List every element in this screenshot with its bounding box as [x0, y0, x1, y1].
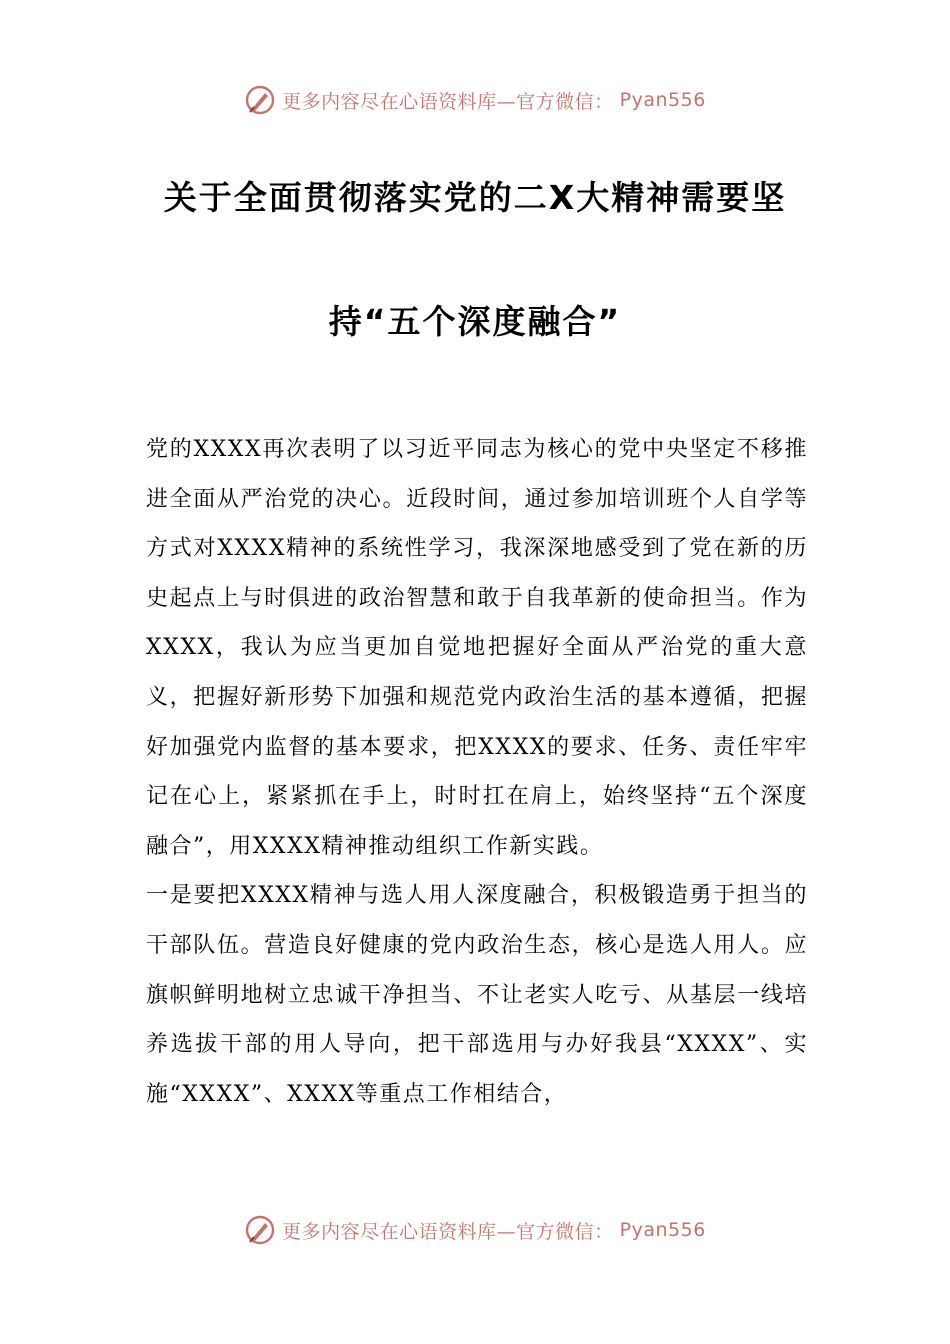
wechat-id: Pyan556	[619, 89, 706, 111]
paragraph: 一是要把XXXX精神与选人用人深度融合，积极锻造勇于担当的干部队伍。营造良好健康的党内政治生态，核心是选人用人。应旗帜鲜明地树立忠诚干净担当、不让老实人吃亏、从基层一线培养选拔干部的用人导向，把干部选用与办好我县“XXXX”、实施“XXXX”、XXXX等重点工作相结合，	[146, 883, 808, 1107]
pen-logo-icon	[244, 1214, 276, 1246]
header-watermark-banner	[0, 78, 950, 122]
paragraph: 党的XXXX再次表明了以习近平同志为核心的党中央坚定不移推进全面从严治党的决心。近段时间，通过参加培训班个人自学等方式对XXXX精神的系统性学习，我深深地感受到了党在新的历史起点上与时俱进的政治智慧和敢于自我革新的使命担当。作为XXXX，我认为应当更加自觉地把握好全面从严治党的重大意义，把握好新形势下加强和规范党内政治生活的基本遵循，把握好加强党内监督的基本要求，把XXXX的要求、任务、责任牢牢记在心上，紧紧抓在手上，时时扛在肩上，始终坚持“五个深度融合”，用XXXX精神推动组织工作新实践。	[146, 437, 808, 859]
document-title-line-1: 关于全面贯彻落实党的二X大精神需要坚	[163, 178, 787, 217]
document-body	[146, 425, 808, 1119]
pen-logo-icon	[244, 84, 276, 116]
banner-text: 更多内容尽在心语资料库—官方微信：	[282, 90, 614, 113]
document-title-line-2: 持“五个深度融合”	[328, 302, 622, 341]
footer-watermark-banner	[0, 1208, 950, 1252]
banner-text: 更多内容尽在心语资料库—官方微信：	[282, 1220, 614, 1243]
wechat-id: Pyan556	[619, 1219, 706, 1241]
